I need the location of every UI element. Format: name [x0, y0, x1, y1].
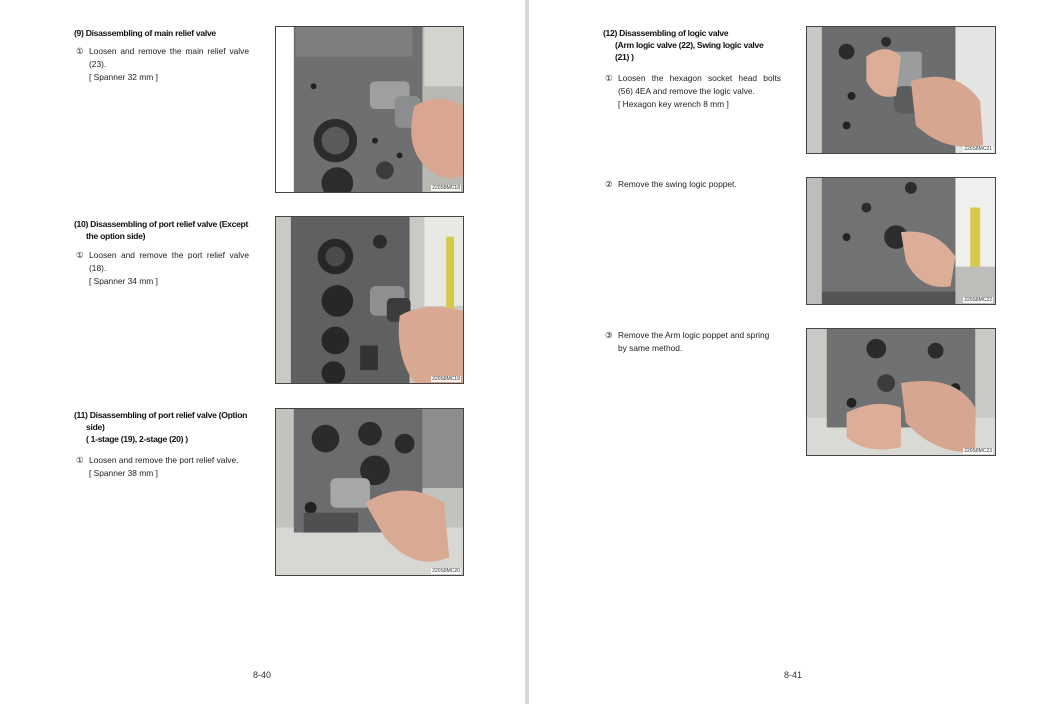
step-9-1: [76, 45, 249, 84]
step-text-line: Remove the Arm logic poppet and spring: [618, 330, 770, 340]
step-12-1: [605, 72, 781, 111]
photo-main-relief-valve: [275, 26, 464, 193]
step-number: ①: [76, 455, 84, 465]
step-text-line: (23).: [89, 59, 107, 69]
tool-spec: [ Hexagon key wrench 8 mm ]: [618, 99, 729, 109]
photo-code: 220S8MC20: [432, 568, 460, 574]
photo-code: 220S8MC19: [432, 376, 460, 382]
photo-code: 220S8MC21: [964, 146, 992, 152]
tool-spec: [ Spanner 38 mm ]: [89, 468, 158, 478]
photo-code: 220S8MC22: [964, 297, 992, 303]
step-10-1: [76, 249, 249, 288]
section-heading-9: (9) Disassembling of main relief valve: [74, 28, 216, 38]
tool-spec: [ Spanner 34 mm ]: [89, 276, 158, 286]
step-text-line: Loosen the hexagon socket head bolts: [618, 73, 781, 83]
photo-swing-logic-poppet: [806, 177, 996, 305]
step-text-line: Loosen and remove the port relief valve: [89, 250, 249, 260]
tool-spec: [ Spanner 32 mm ]: [89, 72, 158, 82]
section-heading-11: (11) Disassembling of port relief valve (Option side) ( 1-stage (19), 2-stage (20) ): [74, 410, 248, 444]
photo-code: 220S8MC23: [964, 448, 992, 454]
photo-port-relief-valve: [275, 216, 464, 384]
step-number: ①: [605, 73, 613, 83]
section-heading-10: (10) Disassembling of port relief valve (Except the option side): [74, 219, 249, 241]
step-12-2: [605, 178, 795, 191]
step-text-line: Remove the swing logic poppet.: [618, 179, 737, 189]
step-text-line: (56) 4EA and remove the logic valve.: [618, 86, 755, 96]
step-number: ②: [605, 179, 613, 189]
section-heading-12: (12) Disassembling of logic valve (Arm logic valve (22), Swing logic valve (21) ): [603, 28, 764, 62]
photo-arm-logic-poppet: [806, 328, 996, 456]
photo-logic-valve-removal: [806, 26, 996, 154]
page-number: 8-40: [253, 670, 272, 680]
step-12-3: [605, 329, 795, 355]
step-11-1: [76, 454, 261, 480]
step-text-line: Loosen and remove the port relief valve.: [89, 455, 239, 465]
step-number: ③: [605, 330, 613, 340]
left-page: [0, 0, 525, 704]
step-number: ①: [76, 250, 84, 260]
step-text-line: Loosen and remove the main relief valve: [89, 46, 249, 56]
photo-option-port-relief-valve: [275, 408, 464, 576]
step-number: ①: [76, 46, 84, 56]
photo-code: 220S8MC18: [432, 185, 460, 191]
page-number: 8-41: [784, 670, 803, 680]
step-text-line: by same method.: [618, 343, 683, 353]
right-page: [529, 0, 1053, 704]
step-text-line: (18).: [89, 263, 107, 273]
